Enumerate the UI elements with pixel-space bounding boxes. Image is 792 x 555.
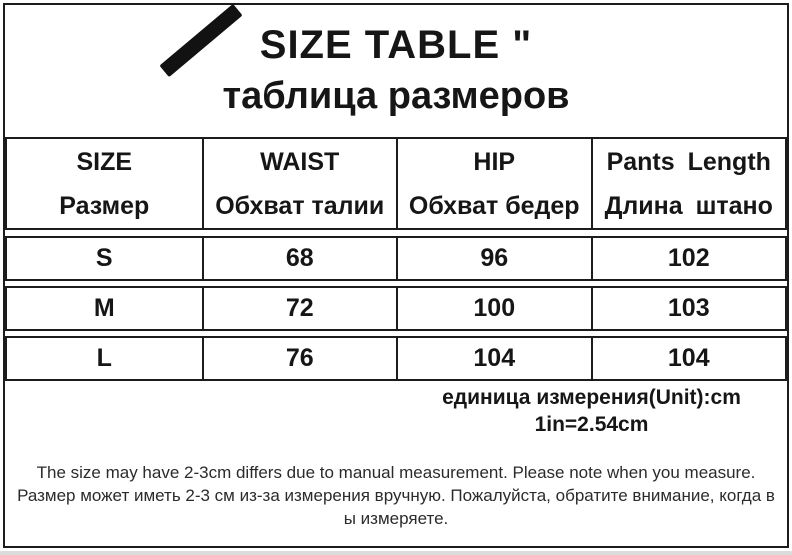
measurement-note-line-ru-2: ы измеряете.	[343, 509, 449, 528]
cell-size-label: S	[95, 244, 113, 272]
header-hip-ru: Обхват бедер	[408, 191, 580, 220]
header-size-ru: Размер	[59, 191, 150, 220]
table-header-row	[5, 137, 787, 230]
unit-note-line-2: 1in=2.54cm	[534, 413, 649, 436]
header-waist-en: WAIST	[260, 147, 340, 176]
measurement-note-line-en: The size may have 2-3cm differs due to manual measurement. Please note when you measure.	[36, 463, 756, 482]
header-pants-length-en: Pants Length	[606, 147, 771, 176]
cell-size-label: L	[96, 344, 112, 372]
cell-hip-value: 96	[396, 238, 591, 279]
cell-waist-value: 76	[202, 338, 397, 379]
table-row-size-l	[5, 336, 787, 381]
header-cell-waist	[202, 139, 397, 228]
header-waist-ru: Обхват талии	[215, 191, 385, 220]
cell-hip-value: 104	[396, 338, 591, 379]
cell-pants-length-value: 104	[591, 338, 786, 379]
header-cell-hip	[396, 139, 591, 228]
table-row-size-m	[5, 286, 787, 331]
cell-size-label: M	[93, 294, 115, 322]
page-title: SIZE TABLE "	[259, 23, 533, 67]
bottom-strip	[0, 551, 792, 555]
measurement-note-line-ru-1: Размер может иметь 2-3 см из-за измерения вручную. Пожалуйста, обратите внимание, когда в	[17, 486, 775, 505]
header-cell-size	[7, 139, 202, 228]
cell-waist-value: 68	[202, 238, 397, 279]
header-hip-en: HIP	[473, 147, 516, 176]
measurement-note	[5, 461, 787, 530]
cell-waist-value: 72	[202, 288, 397, 329]
header-cell-pants-length	[591, 139, 786, 228]
outer-frame	[3, 3, 789, 548]
unit-note	[396, 384, 787, 438]
header-pants-length-ru: Длина штано	[604, 191, 773, 220]
header-size-en: SIZE	[76, 147, 133, 176]
unit-note-line-1: единица измерения(Unit):cm	[442, 386, 741, 409]
cell-hip-value: 100	[396, 288, 591, 329]
title-section	[5, 5, 787, 137]
cell-pants-length-value: 103	[591, 288, 786, 329]
cell-pants-length-value: 102	[591, 238, 786, 279]
page-title-russian: таблица размеров	[222, 75, 570, 117]
table-row-size-s	[5, 236, 787, 281]
